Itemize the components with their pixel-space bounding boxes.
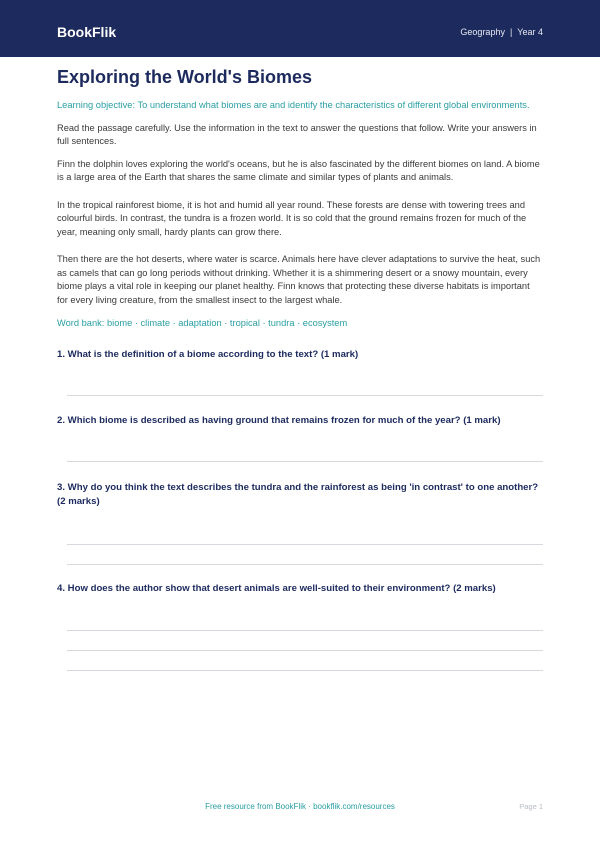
passage-paragraph-2: In the tropical rainforest biome, it is hot and humid all year round. These forests are dense with towering trees and colourful birds. In contrast, the tundra is a frozen world. It is so cold that the ground remains frozen for much of the year, meaning only small, hardy plants can grow there. bbox=[57, 199, 527, 237]
page-number: Page 1 bbox=[519, 802, 543, 811]
brand-logo-text: BookFlik bbox=[57, 24, 117, 40]
learning-objective: Learning objective: To understand what biomes are and identify the characteristics of different global environments. bbox=[57, 100, 530, 110]
answer-line[interactable] bbox=[67, 395, 543, 396]
question-2-block bbox=[57, 414, 543, 462]
worksheet-title: Exploring the World's Biomes bbox=[57, 67, 312, 87]
year-label: Year 4 bbox=[517, 27, 543, 37]
footer-resource-link[interactable]: Free resource from BookFlik · bookflik.com/resources bbox=[205, 802, 395, 811]
page-header bbox=[0, 0, 600, 57]
answer-line[interactable] bbox=[67, 544, 543, 545]
page-footer bbox=[0, 800, 600, 814]
question-1-text: 1. What is the definition of a biome according to the text? (1 mark) bbox=[57, 348, 359, 360]
meta-separator: | bbox=[509, 27, 513, 37]
answer-line[interactable] bbox=[67, 630, 543, 631]
passage-paragraph-1: Finn the dolphin loves exploring the world's oceans, but he is also fascinated by the different biomes on land. A biome is a large area of the Earth that shares the same climate and similar types of plants and animals. bbox=[57, 158, 540, 182]
word-bank: Word bank: biome · climate · adaptation · tropical · tundra · ecosystem bbox=[57, 318, 348, 328]
question-3-block bbox=[57, 481, 543, 565]
answer-line[interactable] bbox=[67, 650, 543, 651]
question-1-block bbox=[57, 348, 543, 397]
worksheet-content bbox=[57, 64, 543, 671]
answer-line[interactable] bbox=[67, 670, 543, 671]
question-4-text: 4. How does the author show that desert animals are well-suited to their environment? (2 marks) bbox=[57, 582, 496, 594]
passage-paragraph-3: Then there are the hot deserts, where water is scarce. Animals here have clever adaptations to survive the heat, such as camels that can go long periods without drinking. Whether it is a shimmering desert or a snowy mountain, every biome plays a vital role in keeping our planet healthy. Finn knows that protecting these diverse habitats is important for every living creature, from the smallest insect to the largest whale. bbox=[57, 254, 541, 305]
question-4-block bbox=[57, 582, 543, 672]
answer-line[interactable] bbox=[67, 564, 543, 565]
question-2-text: 2. Which biome is described as having ground that remains frozen for much of the year? (1 mark) bbox=[57, 415, 501, 426]
subject-year-label bbox=[460, 26, 543, 39]
answer-line[interactable] bbox=[67, 461, 543, 462]
instructions-text: Read the passage carefully. Use the information in the text to answer the questions that follow. Write your answers in full sentences. bbox=[57, 122, 537, 146]
subject-label: Geography bbox=[460, 27, 505, 37]
question-3-text: 3. Why do you think the text describes the tundra and the rainforest as being 'in contrast' to one another? (2 marks) bbox=[57, 481, 539, 507]
